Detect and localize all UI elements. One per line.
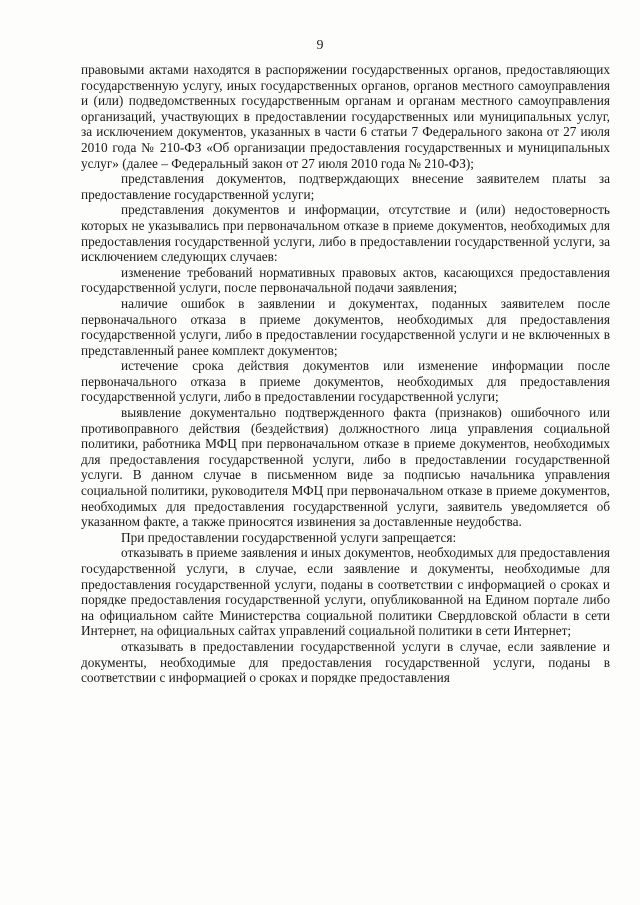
paragraph: изменение требований нормативных правовых актов, касающихся предоставления государственной услуги, после первоначальной подачи заявления;: [81, 264, 610, 296]
paragraph: представления документов, подтверждающих внесение заявителем платы за предоставление государственной услуги;: [81, 171, 610, 202]
paragraph: наличие ошибок в заявлении и документах, поданных заявителем после первоначального отказа в приеме документов, необходимых для предоставления государственной услуги, либо в предоставлении государственной услуги и не включенных в представленный ранее комплект документов;: [81, 295, 610, 358]
paragraph: представления документов и информации, отсутствие и (или) недостоверность которых не указывались при первоначальном отказе в приеме документов, необходимых для предоставления государственной услуги, либо в предоставлении государственной услуги, за исключением следующих случаев:: [81, 202, 610, 265]
paragraph: выявление документально подтвержденного факта (признаков) ошибочного или противоправного действия (бездействия) должностного лица управления социальной политики, работника МФЦ при первоначальном отказе в приеме документов, необходимых для предоставления государственной услуги, либо в предоставлении государственной услуги. В данном случае в письменном виде за подписью начальника управления социальной политики, руководителя МФЦ при первоначальном отказе в приеме документов, необходимых для предоставления государственной услуги, заявитель уведомляется об указанном факте, а также приносятся извинения за доставленные неудобства.: [81, 405, 610, 530]
page-number: 9: [316, 38, 324, 53]
paragraph: отказывать в приеме заявления и иных документов, необходимых для предоставления государственной услуги, в случае, если заявление и документы, необходимые для предоставления государственной услуги, поданы в соответствии с информацией о сроках и порядке предоставления государственной услуги, опубликованной на Едином портале либо на официальном сайте Министерства социальной политики Свердловской области в сети Интернет, на официальных сайтах управлений социальной политики в сети Интернет;: [81, 545, 610, 639]
paragraph: истечение срока действия документов или изменение информации после первоначального отказа в приеме документов, необходимых для предоставления государственной услуги, либо в предоставлении государственной услуги;: [81, 358, 610, 405]
paragraph: При предоставлении государственной услуги запрещается:: [121, 529, 457, 545]
document-body: [81, 62, 610, 686]
paragraph-continuation: правовыми актами находятся в распоряжении государственных органов, предоставляющих государственную услугу, иных государственных органов, органов местного самоуправления и (или) подведомственных государственным органам и органам местного самоуправления организаций, участвующих в предоставлении государственных или муниципальных услуг, за исключением документов, указанных в части 6 статьи 7 Федерального закона от 27 июля 2010 года № 210-ФЗ «Об организации предоставления государственных и муниципальных услуг» (далее – Федеральный закон от 27 июля 2010 года № 210-ФЗ);: [81, 62, 610, 171]
paragraph: отказывать в предоставлении государственной услуги в случае, если заявление и документы, необходимые для предоставления государственной услуги, поданы в соответствии с информацией о сроках и порядке предоставления: [81, 638, 610, 686]
